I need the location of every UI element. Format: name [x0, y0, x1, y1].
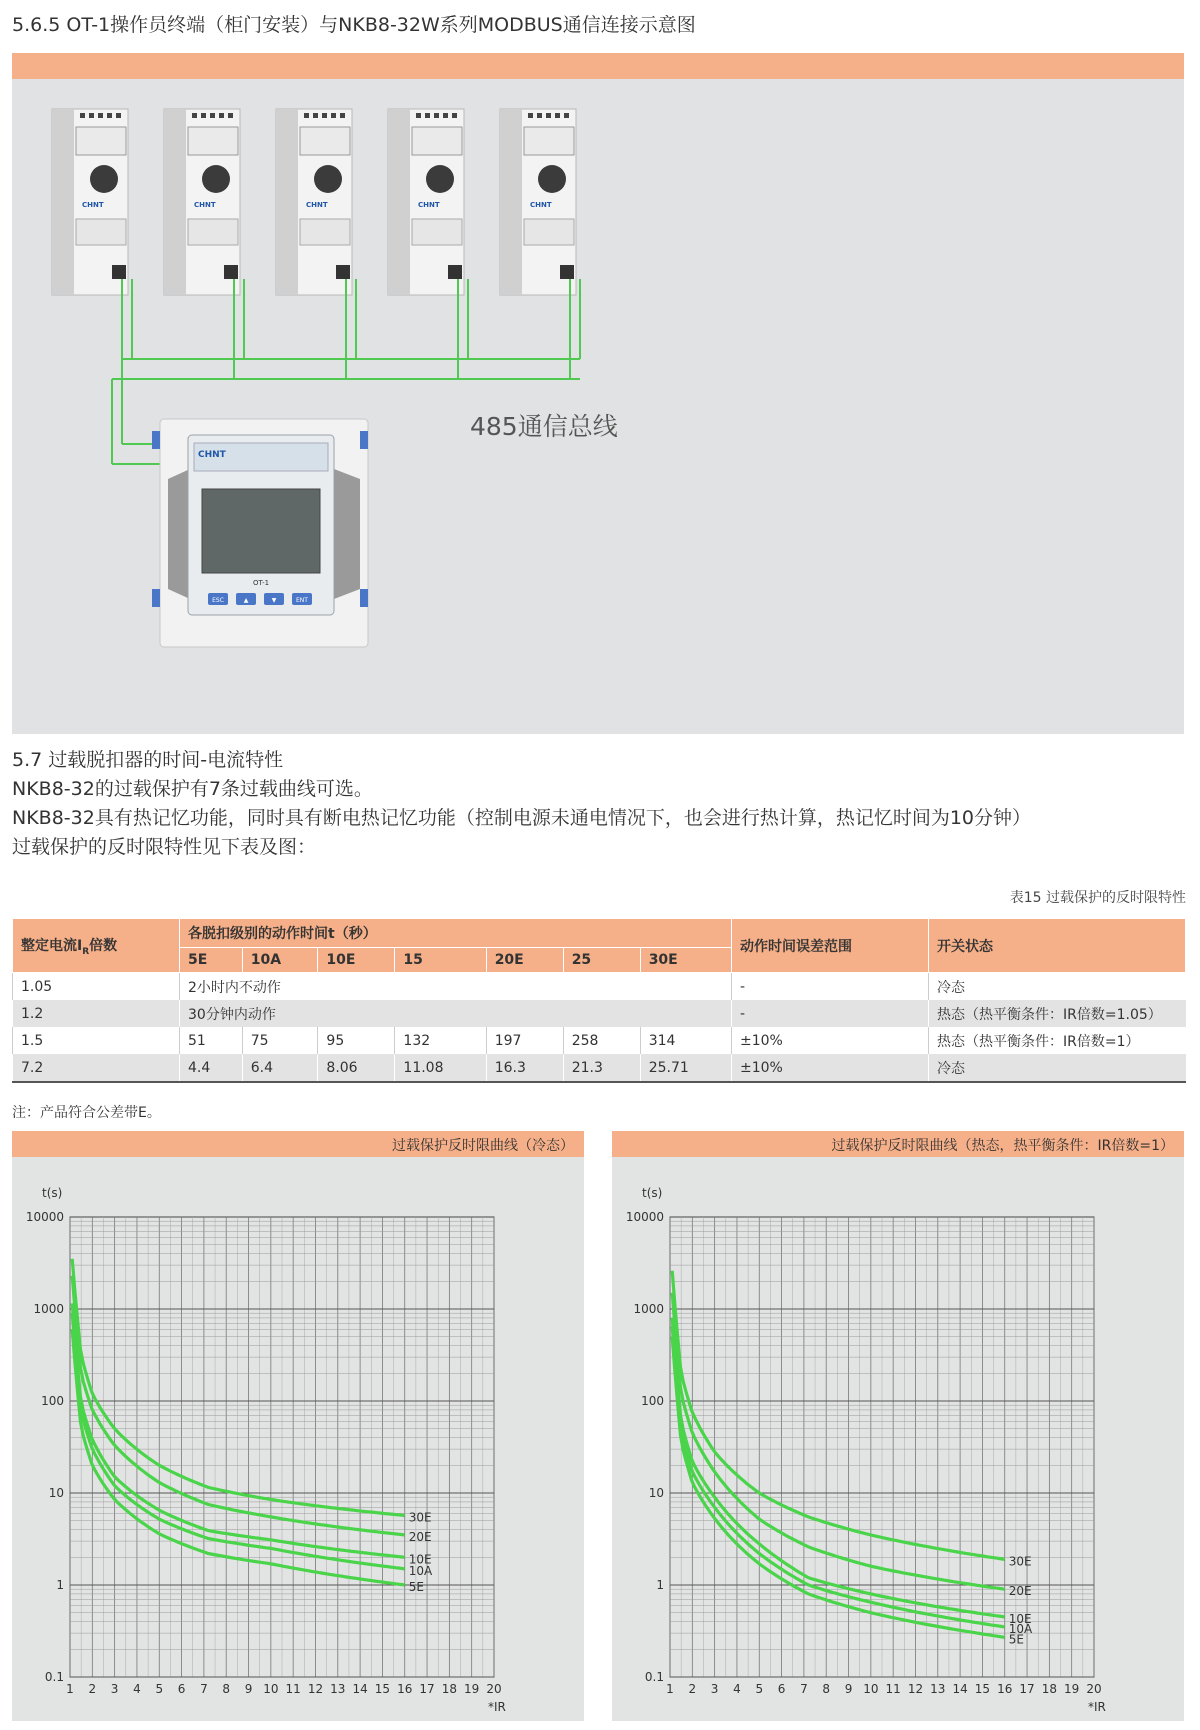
x-tick-label: 6: [777, 1682, 786, 1696]
text-line-1: NKB8-32的过载保护有7条过载曲线可选。: [12, 778, 373, 800]
terminal-button[interactable]: [208, 593, 228, 605]
cell-value: 25.71: [640, 1054, 731, 1082]
series-label: 30E: [408, 1510, 432, 1525]
starter-module: [276, 109, 352, 295]
starter-module: [500, 109, 576, 295]
table-row: [13, 1054, 1186, 1082]
series-label: 5E: [1008, 1632, 1024, 1647]
x-tick-label: 18: [441, 1682, 458, 1696]
series-label: 5E: [408, 1580, 424, 1594]
header-class: 10A: [242, 948, 318, 973]
svg-text:ESC: ESC: [212, 597, 224, 604]
cell-value: 197: [486, 1027, 563, 1054]
cell-value: 314: [640, 1027, 731, 1054]
chart-panel-hot: [612, 1131, 1184, 1721]
cell-merged: 2小时内不动作: [180, 973, 732, 1001]
rotary-knob-icon: [202, 165, 230, 193]
chart-panel-cold: [12, 1131, 584, 1721]
header-class: 5E: [180, 948, 243, 973]
x-tick-label: 17: [1019, 1682, 1035, 1696]
y-axis-label: t(s): [642, 1186, 663, 1200]
overload-table: [12, 918, 1186, 1083]
cell-tolerance: -: [732, 1000, 929, 1027]
chart-hot-svg: [612, 1157, 1184, 1721]
y-tick-label: 1: [56, 1578, 64, 1592]
text-line-3: 过载保护的反时限特性见下表及图：: [12, 836, 317, 858]
x-tick-label: 15: [974, 1682, 991, 1696]
header-multiple: 整定电流$I_R$倍数: [13, 919, 180, 973]
x-tick-label: 2: [88, 1682, 97, 1696]
cell-value: 4.4: [180, 1054, 243, 1082]
rj45-port-icon: [112, 265, 126, 279]
terminal-button[interactable]: [264, 593, 284, 605]
rotary-knob-icon: [90, 165, 118, 193]
x-tick-label: 11: [885, 1682, 901, 1696]
svg-text:▲: ▲: [243, 597, 249, 604]
cell-value: 11.08: [395, 1054, 486, 1082]
module-brand: CHNT: [530, 201, 552, 209]
cell-value: 16.3: [486, 1054, 563, 1082]
module-brand: CHNT: [306, 201, 328, 209]
x-tick-label: 3: [710, 1682, 719, 1696]
clip-icon: [360, 589, 368, 607]
table-row: [13, 1000, 1186, 1027]
x-tick-label: 14: [952, 1682, 968, 1696]
text-line-2: NKB8-32具有热记忆功能，同时具有断电热记忆功能（控制电源未通电情况下，也会进行热计算，热记忆时间为10分钟）: [12, 807, 1032, 829]
ot1-terminal: [152, 419, 368, 647]
terminal-button[interactable]: [292, 593, 312, 605]
chart-cold-svg: [12, 1157, 584, 1721]
note: 注：产品符合公差带E。: [12, 1105, 161, 1121]
clip-icon: [152, 431, 160, 449]
terminal-model: OT-1: [252, 579, 270, 587]
table-row: [13, 973, 1186, 1001]
table-row: [13, 1027, 1186, 1054]
cell-state: 冷态: [929, 1054, 1186, 1082]
x-tick-label: 10: [263, 1682, 279, 1696]
header-class: 30E: [640, 948, 731, 973]
x-tick-label: 11: [285, 1682, 301, 1696]
y-tick-label: 1000: [633, 1302, 664, 1316]
cell-tolerance: -: [732, 973, 929, 1001]
header-bar: [12, 53, 1184, 79]
cell-value: 258: [563, 1027, 640, 1054]
y-tick-label: 100: [41, 1394, 64, 1408]
header-tolerance: 动作时间误差范围: [732, 919, 929, 973]
x-tick-label: 9: [844, 1682, 853, 1696]
x-tick-label: 2: [688, 1682, 697, 1696]
x-tick-label: 19: [1064, 1682, 1080, 1696]
rotary-knob-icon: [538, 165, 566, 193]
chart-title: 过载保护反时限曲线（冷态）: [392, 1138, 574, 1154]
cell-state: 热态（热平衡条件：IR倍数=1.05）: [929, 1000, 1186, 1027]
series-label: 10A: [408, 1563, 433, 1578]
cell-state: 热态（热平衡条件：IR倍数=1）: [929, 1027, 1186, 1054]
series-label: 10A: [1008, 1621, 1033, 1636]
cell-value: 21.3: [563, 1054, 640, 1082]
cell-state: 冷态: [929, 973, 1186, 1001]
svg-text:ENT: ENT: [296, 597, 308, 604]
x-tick-label: 4: [133, 1682, 141, 1696]
header-class: 20E: [486, 948, 563, 973]
x-tick-label: 7: [200, 1682, 208, 1696]
rj45-port-icon: [448, 265, 462, 279]
table-caption: 表15 过载保护的反时限特性: [1009, 890, 1186, 906]
module-brand: CHNT: [82, 201, 104, 209]
x-tick-label: 17: [419, 1682, 435, 1696]
x-tick-label: 5: [755, 1682, 764, 1696]
section-heading: 5.7 过载脱扣器的时间-电流特性: [12, 749, 284, 771]
cell-tolerance: ±10%: [732, 1054, 929, 1082]
y-axis-label: t(s): [42, 1186, 63, 1200]
rotary-knob-icon: [314, 165, 342, 193]
x-tick-label: 8: [222, 1682, 231, 1696]
y-tick-label: 10000: [625, 1210, 664, 1224]
x-tick-label: 16: [997, 1682, 1013, 1696]
x-tick-label: 8: [822, 1682, 831, 1696]
header-class: 25: [563, 948, 640, 973]
x-tick-label: 16: [397, 1682, 413, 1696]
header-group: 各脱扣级别的动作时间t（秒）: [180, 919, 732, 948]
x-tick-label: 14: [352, 1682, 368, 1696]
header-state: 开关状态: [929, 919, 1186, 973]
cell-value: 75: [242, 1027, 318, 1054]
y-tick-label: 100: [641, 1394, 664, 1408]
x-tick-label: 3: [110, 1682, 119, 1696]
starter-module: [164, 109, 240, 295]
rotary-knob-icon: [426, 165, 454, 193]
clip-icon: [152, 589, 160, 607]
chart-title: 过载保护反时限曲线（热态，热平衡条件：IR倍数=1）: [831, 1138, 1174, 1154]
cell-value: 6.4: [242, 1054, 318, 1082]
header-class: 15: [395, 948, 486, 973]
clip-icon: [360, 431, 368, 449]
cell-multiple: 1.5: [13, 1027, 180, 1054]
y-tick-label: 0.1: [644, 1670, 664, 1684]
x-tick-label: 19: [464, 1682, 480, 1696]
x-tick-label: 20: [486, 1682, 502, 1696]
cell-multiple: 1.2: [13, 1000, 180, 1027]
svg-text:▼: ▼: [271, 597, 277, 604]
y-tick-label: 0.1: [44, 1670, 64, 1684]
x-tick-label: 10: [863, 1682, 879, 1696]
x-tick-label: 13: [330, 1682, 346, 1696]
bus-label: 485通信总线: [470, 412, 618, 441]
cell-merged: 30分钟内动作: [180, 1000, 732, 1027]
x-tick-label: 7: [800, 1682, 808, 1696]
y-tick-label: 1: [656, 1578, 664, 1592]
cell-value: 8.06: [318, 1054, 395, 1082]
x-tick-label: 6: [177, 1682, 186, 1696]
x-axis-label: *IR: [488, 1700, 506, 1714]
cell-value: 51: [180, 1027, 243, 1054]
cell-value: 132: [395, 1027, 486, 1054]
wiring-diagram: [12, 79, 1184, 734]
rj45-port-icon: [560, 265, 574, 279]
series-label: 20E: [408, 1529, 432, 1544]
series-label: 10E: [408, 1552, 432, 1567]
header-class: 10E: [318, 948, 395, 973]
x-tick-label: 5: [155, 1682, 164, 1696]
cell-value: 95: [318, 1027, 395, 1054]
series-label: 30E: [1008, 1554, 1032, 1569]
y-tick-label: 10000: [25, 1210, 64, 1224]
x-tick-label: 18: [1041, 1682, 1058, 1696]
y-tick-label: 10: [648, 1486, 664, 1500]
x-axis-label: *IR: [1088, 1700, 1106, 1714]
x-tick-label: 12: [907, 1682, 924, 1696]
rj45-port-icon: [224, 265, 238, 279]
cell-tolerance: ±10%: [732, 1027, 929, 1054]
x-tick-label: 4: [733, 1682, 741, 1696]
terminal-button[interactable]: [236, 593, 256, 605]
x-tick-label: 9: [244, 1682, 253, 1696]
x-tick-label: 1: [666, 1682, 674, 1696]
terminal-brand: CHNT: [198, 450, 226, 460]
x-tick-label: 20: [1086, 1682, 1102, 1696]
y-tick-label: 1000: [33, 1302, 64, 1316]
module-brand: CHNT: [418, 201, 440, 209]
starter-module: [52, 109, 128, 295]
series-label: 20E: [1008, 1584, 1032, 1599]
x-tick-label: 12: [307, 1682, 324, 1696]
starter-module: [388, 109, 464, 295]
y-tick-label: 10: [48, 1486, 64, 1500]
cell-multiple: 7.2: [13, 1054, 180, 1082]
x-tick-label: 1: [66, 1682, 74, 1696]
cell-multiple: 1.05: [13, 973, 180, 1001]
x-tick-label: 15: [374, 1682, 391, 1696]
module-brand: CHNT: [194, 201, 216, 209]
x-tick-label: 13: [930, 1682, 946, 1696]
rj45-port-icon: [336, 265, 350, 279]
section-title: 5.6.5 OT-1操作员终端（柜门安装）与NKB8-32W系列MODBUS通信连接示意图: [12, 14, 696, 36]
series-label: 10E: [1008, 1611, 1032, 1626]
